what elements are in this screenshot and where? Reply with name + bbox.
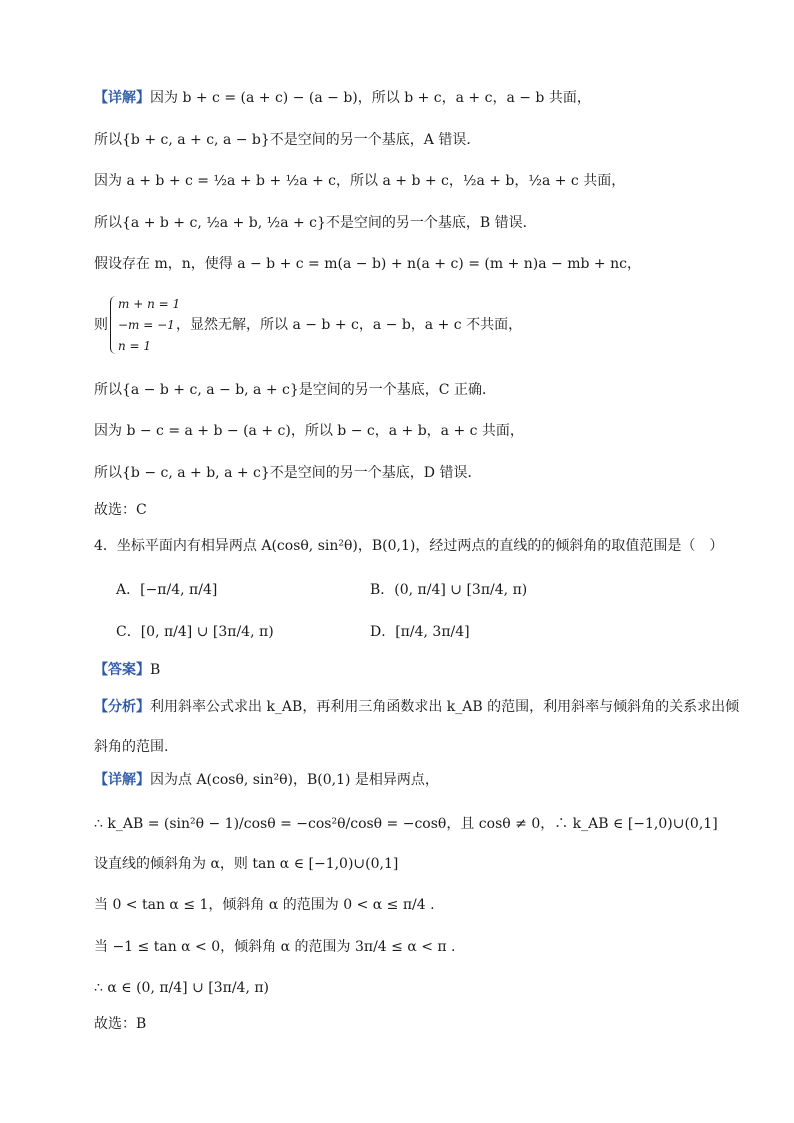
answer-line [94, 660, 734, 680]
detail-tag-2: 【详解】 [94, 772, 150, 788]
detail-line-5: 当 −1 ≤ tan α < 0，倾斜角 α 的范围为 3π/4 ≤ α < π . [94, 939, 456, 955]
answer-value: B [150, 662, 161, 678]
analysis-line-1 [94, 697, 740, 717]
solution-line-7: 因为 b − c = a + b − (a + c)，所以 b − c，a + b，a + c 共面， [94, 423, 524, 439]
detail-answer: 故选：B [94, 1016, 147, 1032]
solution-line-6: 所以{a − b + c, a − b, a + c}是空间的另一个基底，C 正确． [94, 382, 496, 398]
solution-text: 因为 b + c = (a + c) − (a − b)，所以 b + c，a + c，a − b 共面， [150, 90, 591, 106]
analysis-tag: 【分析】 [94, 699, 150, 715]
system-row-3: n = 1 [118, 339, 152, 353]
detail-line-3: 设直线的倾斜角为 α，则 tan α ∈ [−1,0)∪(0,1] [94, 856, 399, 872]
option-c: C．[0, π/4] ∪ [3π/4, π) [116, 624, 274, 640]
solution-line-1 [94, 88, 734, 108]
solution-line-3: 因为 a + b + c = ½a + b + ½a + c，所以 a + b + c，½a + b，½a + c 共面， [94, 173, 626, 189]
solution-line-4: 所以{a + b + c, ½a + b, ½a + c}不是空间的另一个基底，B 错误． [94, 215, 537, 231]
system-lead: 则 [94, 317, 108, 333]
equation-system [94, 296, 694, 356]
detail-line-1 [94, 770, 734, 790]
detail-tag: 【详解】 [94, 90, 150, 106]
option-d: D．[π/4, 3π/4] [370, 624, 470, 640]
solution-line-8: 所以{b − c, a + b, a + c}不是空间的另一个基底，D 错误． [94, 465, 482, 481]
system-row-2: −m = −1 [118, 318, 175, 332]
solution-answer: 故选：C [94, 502, 147, 518]
detail-line-4: 当 0 < tan α ≤ 1，倾斜角 α 的范围为 0 < α ≤ π/4 . [94, 897, 435, 913]
detail-line-6: ∴ α ∈ (0, π/4] ∪ [3π/4, π) [94, 980, 270, 996]
question-4-stem: 4．坐标平面内有相异两点 A(cosθ, sin²θ)，B(0,1)，经过两点的直线的的倾斜角的取值范围是（ ） [94, 538, 724, 554]
solution-line-5: 假设存在 m，n，使得 a − b + c = m(a − b) + n(a + c) = (m + n)a − mb + nc， [94, 256, 641, 272]
detail-text: 因为点 A(cosθ, sin²θ)，B(0,1) 是相异两点， [150, 772, 439, 788]
system-conclusion: ，显然无解，所以 a − b + c，a − b，a + c 不共面， [176, 317, 523, 333]
option-a: A．[−π/4, π/4] [116, 582, 218, 598]
analysis-text: 利用斜率公式求出 k_AB，再利用三角函数求出 k_AB 的范围，利用斜率与倾斜角的关系求出倾 [150, 699, 740, 715]
detail-line-2: ∴ k_AB = (sin²θ − 1)/cosθ = −cos²θ/cosθ = −cosθ，且 cosθ ≠ 0，∴ k_AB ∈ [−1,0)∪(0,1] [94, 816, 718, 832]
answer-tag: 【答案】 [94, 662, 150, 678]
solution-line-2: 所以{b + c, a + c, a − b}不是空间的另一个基底，A 错误． [94, 132, 481, 148]
analysis-line-2: 斜角的范围. [94, 739, 169, 755]
option-b: B．(0, π/4] ∪ [3π/4, π) [370, 582, 528, 598]
system-row-1: m + n = 1 [118, 297, 181, 311]
